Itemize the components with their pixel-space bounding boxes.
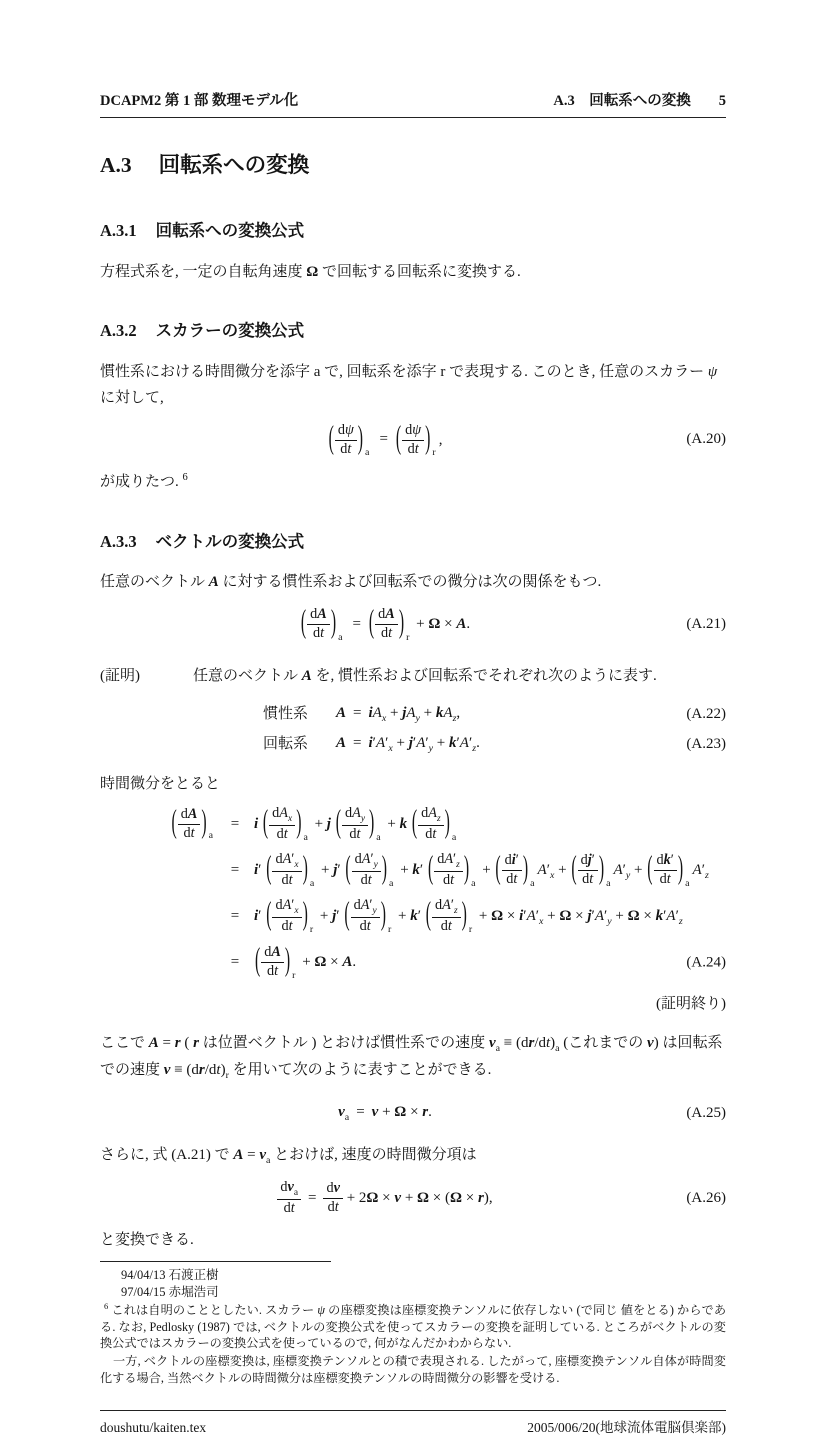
equation-a25-math: $v_a = v + \Omega \times r$.: [338, 1104, 432, 1124]
proof-body: 任意のベクトル A を, 慣性系および回転系でそれぞれ次のように表す.: [193, 667, 657, 684]
subsection-title: 回転系への変換公式: [155, 221, 305, 241]
page-header: [100, 93, 726, 118]
paragraph-a33: 任意のベクトル A に対する慣性系および回転系での微分は次の関係をもつ.: [100, 574, 602, 591]
equation-a26-math: $dv_a$ dt = $\frac{dv}{dt}$ + 2Ω × v + Ω × (Ω × r),: [100, 1180, 670, 1217]
equation-a20-number: (A.20): [686, 431, 726, 448]
page-footer: [100, 1410, 726, 1436]
credit-line-1: 94/04/13 石渡正樹: [121, 1268, 219, 1283]
equation-a26-number: (A.26): [686, 1189, 726, 1206]
subsection-title: ベクトルの変換公式: [155, 531, 305, 551]
footnote-6: $^6$ これは自明のこととしたい. スカラー ψ の座標変換は座標変換テンソルに依存しない (で同じ 値をとる) からである. なお, Pedlosky (1987) では, ベクトルの変換公式を使ってスカラーの変換を証明している. ところがベクトルの変換公式ではスカラーの変換公式を使っているので, 何がなんだかわからない.: [100, 1301, 727, 1351]
footnote-rule: [100, 1261, 331, 1262]
section-number: A.3: [100, 153, 132, 178]
section-title: 回転系への変換: [158, 153, 310, 178]
paragraph-a31: 方程式系を, 一定の自転角速度 Ω で回転する回転系に変換する.: [100, 263, 521, 280]
credit-line-2: 97/04/15 赤堀浩司: [121, 1284, 219, 1299]
equation-a24-lhs: ( dA dt ) a: [171, 805, 213, 842]
subsection-number: A.3.1: [100, 221, 137, 241]
section-heading: [100, 152, 726, 179]
subsection-heading-a32: [100, 321, 726, 342]
footnote-area: [100, 1261, 726, 1436]
equals-sign: =: [230, 907, 240, 924]
equation-a23: [100, 730, 726, 759]
equation-a24: [100, 802, 726, 986]
subsection-title: スカラーの変換公式: [155, 321, 305, 341]
paragraph-a32-after: が成りたつ. $^6$: [100, 472, 188, 491]
equation-a24-line4: [100, 940, 726, 986]
equation-a24-line3-rhs: i′ ( $\frac{dA'_x}{dt}$ ) $_r$ + j′ ( $\frac{dA'_y}{dt}$ ) $_r$ + k′ ( $\frac{dA'_z}{dt}$ ) $_r + \Omega \times i'A'_x + \Omega \times j'A'_y + \Omega \times k'A'_z$: [254, 896, 683, 935]
equals-sign: =: [230, 953, 240, 970]
subsection-number: A.3.3: [100, 531, 137, 551]
equation-a22-label: 慣性系: [263, 705, 309, 722]
equation-a25-number: (A.25): [686, 1105, 726, 1122]
proof-start: [100, 664, 726, 690]
equation-a22: [100, 700, 726, 729]
paragraph-koko: ここで A = r ( r は位置ベクトル ) とおけば慣性系での速度 $v_a \equiv (dr/dt)_a$ (これまでの v) は回転系での速度 $v \equiv (dr/dt)_r$ を用いて次のように表すことができる.: [100, 1035, 723, 1081]
footer-source-file: doushutu/kaiten.tex: [100, 1420, 207, 1436]
proof-end-label: (証明終り): [656, 995, 726, 1012]
equation-a26: [100, 1174, 726, 1224]
equation-a23-label: 回転系: [263, 735, 309, 752]
equation-a23-math: $A = i'A'_x + j'A'_y + k'A'_z$.: [336, 735, 480, 755]
equation-a23-number: (A.23): [686, 735, 726, 752]
equation-a24-line2: [100, 848, 726, 894]
header-section-info: [553, 93, 726, 110]
proof-label: (証明): [100, 667, 140, 684]
paragraph-sarani: さらに, 式 (A.21) で $A = v_a$ とおけば, 速度の時間微分項は: [100, 1146, 477, 1166]
equation-a24-number: (A.24): [686, 953, 726, 970]
footnote-6-continued: 一方, ベクトルの座標変換は, 座標変換テンソルとの積で表現される. したがって, 座標変換テンソル自体が時間変化する場合, 当然ベクトルの時間微分は座標変換テンソルの時間微分の影響を受ける.: [100, 1353, 726, 1385]
header-page-number: 5: [718, 93, 726, 109]
equation-a24-line2-rhs: i′ ( $\frac{dA'_x}{dt}$ ) $_a$ + j′ ( $\frac{dA'_y}{dt}$ ) $_a$ + k′ ( $\frac{dA'_z}{dt}$ ) $_a$ + ( $\frac{di'}{dt}$ ) $_aA'_x$ + ( $\frac{dj'}{dt}$ ) $_aA'_y$ + ( $\frac{dk'}{dt}$ ) $_aA'_z$: [254, 850, 709, 889]
equation-a22-number: (A.22): [686, 705, 726, 722]
header-running-title: DCAPM2 第 1 部 数理モデル化: [100, 93, 299, 109]
equals-sign: =: [230, 861, 240, 878]
equation-a21-math: ( $\frac{dA}{dt}$ ) $_a$= ( $\frac{dA}{dt}$ ) $_r$ + Ω × A.: [300, 605, 471, 643]
paragraph-timederiv: 時間微分をとると: [100, 776, 221, 793]
subsection-heading-a33: [100, 532, 726, 553]
equation-a22-math: $A = iA_x + jA_y + kA_z$,: [336, 705, 461, 725]
subsection-number: A.3.2: [100, 321, 137, 341]
equation-a24-line1: [100, 802, 726, 848]
equation-a20: [100, 415, 726, 465]
equation-a21: [100, 600, 726, 650]
header-section-title: A.3 回転系への変換: [553, 93, 691, 109]
footer-date-organization: 2005/006/20(地球流体電脳倶楽部): [527, 1420, 726, 1436]
equation-a24-line1-rhs: i ( $dA_x$ dt ) $_a$ + j ( $dA_y$ dt ) $_a$ + k ( $dA_z$ dt ) $_a$: [254, 804, 457, 843]
equation-a20-math: ( $\frac{d\psi}{dt}$ ) $_a$= ( $\frac{d\psi}{dt}$ ) $_r$,: [328, 420, 443, 459]
equation-a22-a23-block: [100, 699, 726, 760]
paragraph-a32: 慣性系における時間微分を添字 a で, 回転系を添字 r で表現する. このとき, 任意のスカラー ψ に対して,: [100, 364, 718, 406]
paragraph-henkan: と変換できる.: [100, 1231, 194, 1248]
equation-a21-number: (A.21): [686, 615, 726, 632]
equals-sign: =: [230, 815, 240, 832]
equation-a24-line4-rhs: ( $\frac{dA}{dt}$ ) $_r$ + Ω × A.: [255, 943, 357, 981]
equation-a24-line3: [100, 894, 726, 940]
subsection-heading-a31: [100, 221, 726, 242]
equation-a25: [100, 1089, 726, 1139]
